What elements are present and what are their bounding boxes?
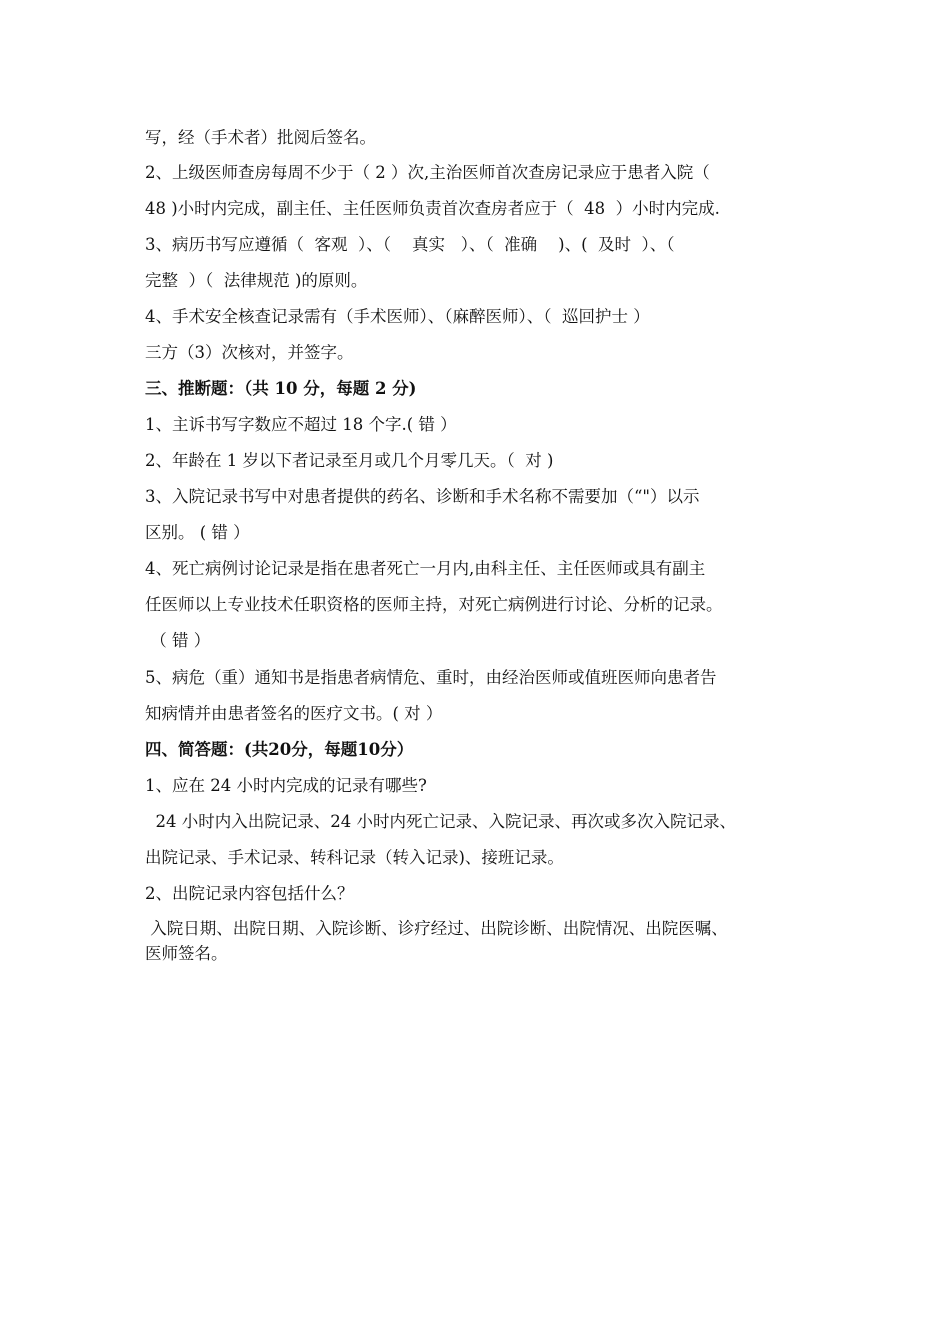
text-line: 1、应在 24 小时内完成的记录有哪些? — [145, 776, 427, 795]
text-line: 完整 ）（ 法律规范 )的原则。 — [145, 271, 368, 290]
text-line: 4、手术安全核查记录需有（手术医师）、（麻醉医师）、（ 巡回护士 ） — [145, 307, 650, 326]
section-heading: 三、推断题：（共 10 分，每题 2 分) — [145, 379, 417, 398]
text-line: 2、年龄在 1 岁以下者记录至月或几个月零几天。（ 对 ) — [145, 451, 554, 470]
text-line: 2、出院记录内容包括什么？ — [145, 884, 354, 903]
text-line: 5、病危（重）通知书是指患者病情危、重时，由经治医师或值班医师向患者告 — [145, 668, 717, 687]
text-line: 3、病历书写应遵循（ 客观 ）、（ 真实 ）、（ 准确 )、( 及时 ）、（ — [145, 235, 675, 254]
text-line: 出院记录、手术记录、转科记录（转入记录)、接班记录。 — [145, 848, 564, 867]
text-line: 4、死亡病例讨论记录是指在患者死亡一月内,由科主任、主任医师或具有副主 — [145, 559, 706, 578]
text-line: （ 错 ） — [145, 631, 211, 650]
section-heading: 四、简答题：(共20分，每题10分） — [145, 740, 414, 759]
text-line: 24 小时内入出院记录、24 小时内死亡记录、入院记录、再次或多次入院记录、 — [145, 812, 736, 831]
text-line: 知病情并由患者签名的医疗文书。( 对 ） — [145, 704, 443, 723]
text-line: 任医师以上专业技术任职资格的医师主持，对死亡病例进行讨论、分析的记录。 — [145, 595, 723, 614]
text-line: 写，经（手术者）批阅后签名。 — [145, 128, 376, 147]
text-line: 2、上级医师查房每周不少于（ 2 ）次,主治医师首次查房记录应于患者入院（ — [145, 163, 710, 182]
text-line: 医师签名。 — [145, 944, 228, 963]
text-line: 区别。 ( 错 ） — [145, 523, 250, 542]
text-line: 3、入院记录书写中对患者提供的药名、诊断和手术名称不需要加（“"）以示 — [145, 487, 700, 506]
text-line: 入院日期、出院日期、入院诊断、诊疗经过、出院诊断、出院情况、出院医嘱、 — [145, 919, 728, 938]
text-line: 三方（3）次核对，并签字。 — [145, 343, 354, 362]
text-line: 1、主诉书写字数应不超过 18 个字.( 错 ） — [145, 415, 457, 434]
text-line: 48 )小时内完成，副主任、主任医师负责首次查房者应于（ 48 ）小时内完成. — [145, 199, 720, 218]
